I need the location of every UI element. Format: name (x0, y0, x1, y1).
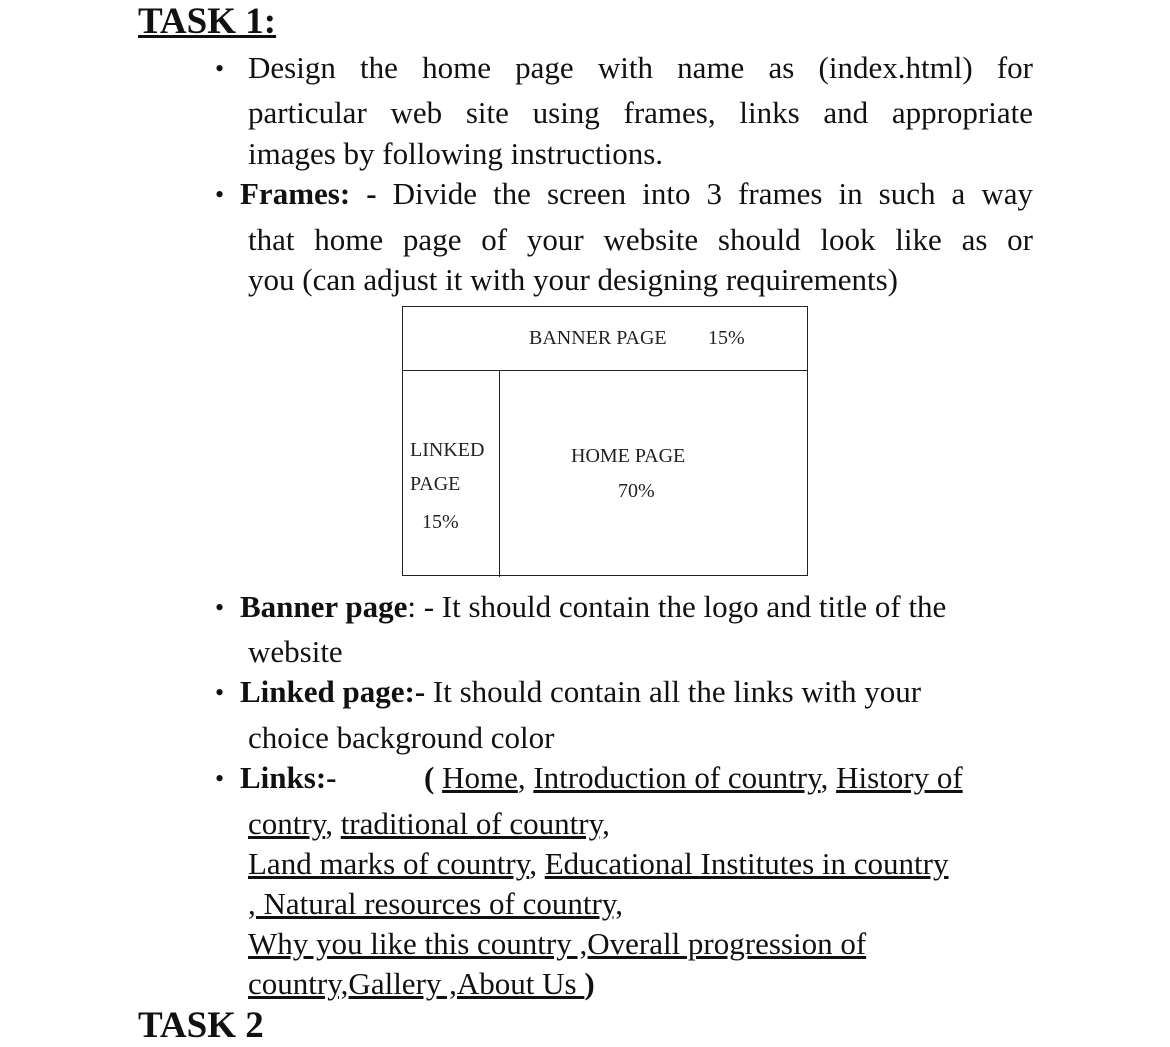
link-country-gallery-about-us[interactable]: country,Gallery ,About Us (248, 966, 585, 1001)
banner-frame (403, 307, 807, 371)
linked-frame (403, 371, 500, 577)
bullet-2-line-1 (240, 174, 1033, 214)
linked-frame-label-1: LINKED (410, 439, 485, 461)
bullet-4-glyph: • (215, 678, 225, 707)
linked-frame-label-2: PAGE (410, 473, 461, 495)
frames-diagram (402, 306, 808, 576)
links-line-4 (248, 884, 623, 924)
links-close-paren: ) (584, 966, 595, 1001)
frames-text: Divide the screen into 3 frames in such a way (376, 176, 1033, 211)
link-traditional-of-country[interactable]: traditional of country, (340, 806, 610, 841)
linked-page-text: It should contain all the links with your (425, 674, 922, 709)
links-label: Links:- (240, 760, 337, 795)
bullet-1-line-3: images by following instructions. (248, 136, 664, 171)
links-open-paren: ( (424, 760, 435, 795)
links-line-6 (248, 964, 595, 1004)
banner-frame-label: BANNER PAGE (529, 327, 667, 349)
bullet-4-line-1 (240, 672, 921, 712)
bullet-1-glyph: • (215, 54, 225, 83)
linked-frame-percent: 15% (422, 511, 459, 533)
banner-page-text: : - It should contain the logo and title of the (407, 589, 947, 624)
link-history-of-country[interactable]: History of (836, 760, 963, 795)
link-introduction-of-country[interactable]: Introduction of country (533, 760, 821, 795)
bullet-3-glyph: • (215, 593, 225, 622)
links-line-1: ( Home, Introduction of country, History of (424, 760, 963, 795)
bullet-2-glyph: • (215, 180, 225, 209)
link-natural-resources[interactable]: , Natural resources of country, (248, 886, 624, 921)
links-line-3: Land marks of country, Educational Institutes in country (248, 846, 949, 881)
link-educational-institutes[interactable]: Educational Institutes in country (544, 846, 949, 881)
task-2-title: TASK 2 (138, 1005, 264, 1046)
links-line-2: contry, traditional of country, (248, 806, 610, 841)
link-history-of-country-cont[interactable]: contry (248, 806, 326, 841)
bullet-5-glyph: • (215, 764, 225, 793)
link-land-marks-of-country[interactable]: Land marks of country (248, 846, 530, 881)
task-1-title: TASK 1: (138, 1, 277, 42)
linked-page-label: Linked page:- (240, 674, 426, 709)
banner-frame-percent: 15% (708, 327, 745, 349)
link-home[interactable]: Home (442, 760, 518, 795)
bullet-1-line-1: Design the home page with name as (index.html) for (248, 50, 1033, 85)
bullet-3-line-1 (240, 587, 946, 627)
links-line-5 (248, 924, 866, 964)
frames-label: Frames: - (240, 176, 377, 211)
bullet-1-line-2: particular web site using frames, links and appropriate (248, 95, 1033, 130)
bullet-2-line-3: you (can adjust it with your designing requirements) (248, 262, 899, 297)
bullet-4-line-2: choice background color (248, 720, 555, 755)
banner-page-label: Banner page (240, 589, 408, 624)
home-frame-label: HOME PAGE (571, 445, 686, 467)
link-why-like-and-overall-progression[interactable]: Why you like this country ,Overall progression of (248, 926, 867, 961)
bullet-3-line-2: website (248, 634, 343, 669)
home-frame-percent: 70% (618, 480, 655, 502)
bullet-2-line-2: that home page of your website should look like as or (248, 222, 1033, 257)
